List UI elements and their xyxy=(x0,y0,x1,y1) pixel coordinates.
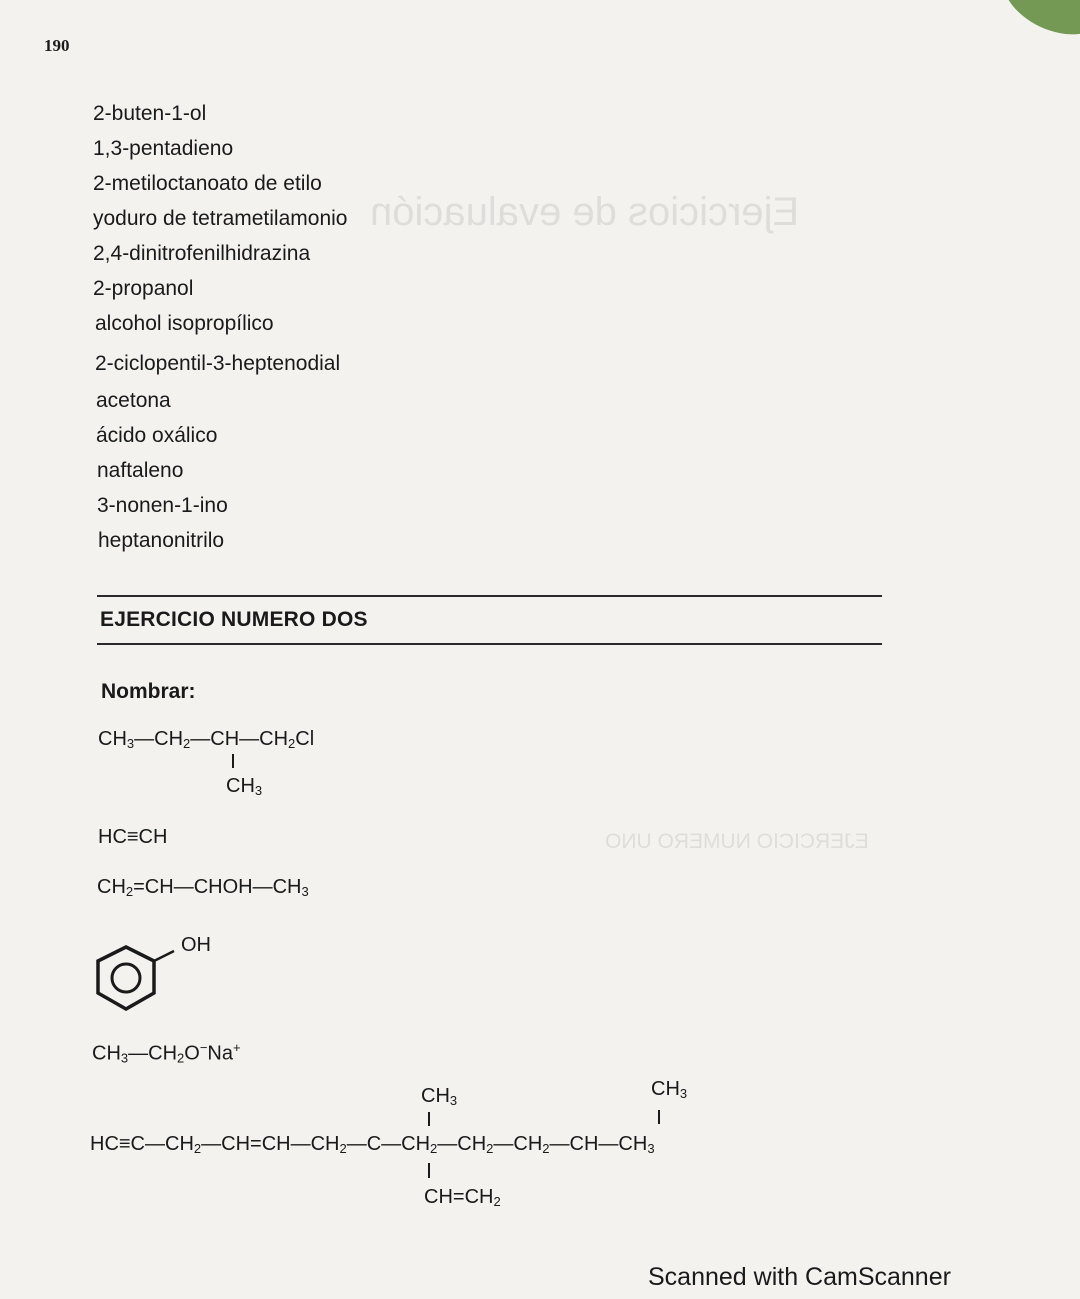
section-top-rule xyxy=(97,595,882,597)
formula-methyl-branch-right: $CH_3$ xyxy=(651,1078,688,1101)
section-bottom-rule xyxy=(97,643,882,645)
benzene-ring-icon xyxy=(88,940,178,1022)
vertical-bond xyxy=(658,1110,660,1124)
formula-acetylene: HC≡CH xyxy=(98,826,168,848)
formula-main-chain: $CH_3—CH_2—CH—CH_2Cl$ xyxy=(98,728,315,751)
page-number: 190 xyxy=(44,36,70,55)
camscanner-watermark: Scanned with CamScanner xyxy=(648,1263,951,1291)
compound-name: 2-metiloctanoato de etilo xyxy=(93,172,322,195)
bleed-through-section: EJERCICIO NUMERO UNO xyxy=(605,830,869,853)
compound-name: heptanonitrilo xyxy=(98,529,225,552)
compound-name: 1,3-pentadieno xyxy=(93,137,234,160)
formula-main-chain: $HC\equiv C—CH_2—CH=CH—CH_2—C—CH_2—CH_2—CH_2—CH—CH_3$ xyxy=(90,1133,655,1156)
compound-name: 2-propanol xyxy=(93,277,194,300)
compound-name: ácido oxálico xyxy=(96,424,218,447)
bleed-through-heading: Ejercicios de evaluación xyxy=(370,190,800,234)
formula-methyl-branch-left: $CH_3$ xyxy=(421,1085,458,1108)
instruction-label: Nombrar: xyxy=(101,680,196,703)
vertical-bond xyxy=(232,754,234,768)
compound-name: naftaleno xyxy=(97,459,184,482)
compound-name: acetona xyxy=(96,389,171,412)
formula-butenol: $CH_2=CH—CHOH—CH_3$ xyxy=(97,876,309,899)
corner-leaf-decoration xyxy=(990,0,1080,50)
vertical-bond xyxy=(428,1163,430,1178)
section-heading: EJERCICIO NUMERO DOS xyxy=(100,608,368,631)
compound-name: yoduro de tetrametilamonio xyxy=(93,207,348,230)
formula-methyl-branch: $CH_3$ xyxy=(226,775,263,798)
compound-name: alcohol isopropílico xyxy=(95,312,274,335)
compound-name: 3-nonen-1-ino xyxy=(97,494,228,517)
formula-vinyl-branch: $CH=CH_2$ xyxy=(424,1186,501,1209)
hydroxyl-group-label: OH xyxy=(181,934,211,956)
compound-name: 2-buten-1-ol xyxy=(93,102,207,125)
formula-sodium-ethoxide: $CH_3—CH_2O^-Na^+$ xyxy=(92,1040,241,1066)
compound-name: 2-ciclopentil-3-heptenodial xyxy=(95,352,341,375)
compound-name: 2,4-dinitrofenilhidrazina xyxy=(93,242,311,265)
vertical-bond xyxy=(428,1112,430,1126)
